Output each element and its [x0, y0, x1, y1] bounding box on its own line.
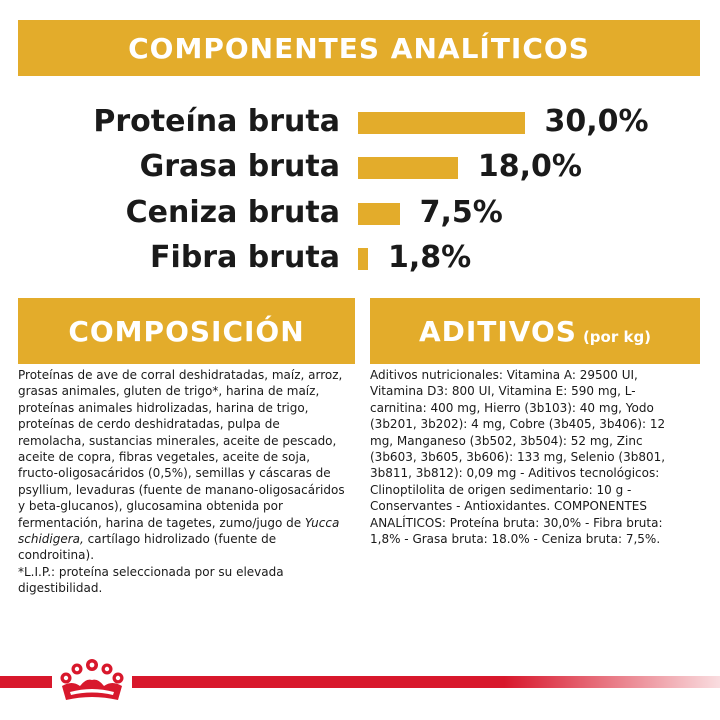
crown-icon [52, 656, 132, 708]
analytics-title: COMPONENTES ANALÍTICOS [128, 31, 590, 65]
analysis-row-fiber [0, 238, 720, 278]
analysis-label: Ceniza bruta [125, 195, 340, 230]
analysis-bar [358, 203, 400, 225]
analysis-value: 1,8% [388, 240, 472, 275]
analysis-value: 7,5% [419, 195, 503, 230]
analysis-row-ash [0, 193, 720, 233]
analysis-bar [358, 248, 368, 270]
analysis-label: Grasa bruta [139, 149, 340, 184]
composition-header [18, 298, 355, 364]
analysis-value: 18,0% [477, 149, 582, 184]
additives-text [370, 367, 690, 547]
additives-header [370, 298, 700, 364]
composition-title: COMPOSICIÓN [68, 314, 305, 348]
composition-text [18, 367, 350, 597]
composition-text-end: cartílago hidrolizado (fuente de condroitina). [18, 532, 277, 563]
additives-text-body: Aditivos nutricionales: Vitamina A: 29500 UI, Vitamina D3: 800 UI, Vitamina E: 590 mg, L-carnitina: 400 mg, Hierro (3b103): 40 mg, Yodo (3b201, 3b202): 4 mg, Cobre (3b405, 3b406): 12 mg, Manganeso (3b502, 3b504): 52 mg, Zinc (3b603, 3b605, 3b606): 133 mg, Selenio (3b801, 3b811, 3b812): 0,09 mg - Aditivos tecnológicos: Clinoptilolita de origen sedimentario: 10 g - Conservantes - Antioxidantes. COMPONENTES ANALÍTICOS: Proteína bruta: 30,0% - Fibra bruta: 1,8% - Grasa bruta: 18.0% - Ceniza bruta: 7,5%. [370, 368, 666, 547]
analysis-row-protein [0, 102, 720, 142]
composition-footnote: *L.I.P.: proteína seleccionada por su elevada digestibilidad. [18, 564, 284, 596]
analytics-header [18, 20, 700, 76]
analysis-bar [358, 112, 525, 134]
additives-title: ADITIVOS [418, 314, 577, 348]
analysis-value: 30,0% [544, 104, 649, 139]
analysis-label: Proteína bruta [93, 104, 340, 139]
additives-title-suffix: (por kg) [582, 328, 652, 346]
analysis-label: Fibra bruta [150, 240, 340, 275]
analysis-row-fat [0, 147, 720, 187]
composition-text-main: Proteínas de ave de corral deshidratadas, maíz, arroz, grasas animales, gluten de trigo*, harina de maíz, proteínas animales hidrolizadas, harina de trigo, proteínas de cerdo deshidratadas, pulpa de remolacha, sustancias minerales, aceite de pescado, aceite de copra, fibras vegetales, aceite de soja, fructo-oligosacáridos (0,5%), semillas y cáscaras de psyllium, levaduras (fuente de manano-oligosacáridos y beta-glucanos), glucosamina obtenida por fermentación, harina de tagetes, zumo/jugo de [18, 368, 345, 530]
composition-text-italic: Yucca schidigera, [18, 515, 340, 547]
analysis-bar [358, 157, 458, 179]
